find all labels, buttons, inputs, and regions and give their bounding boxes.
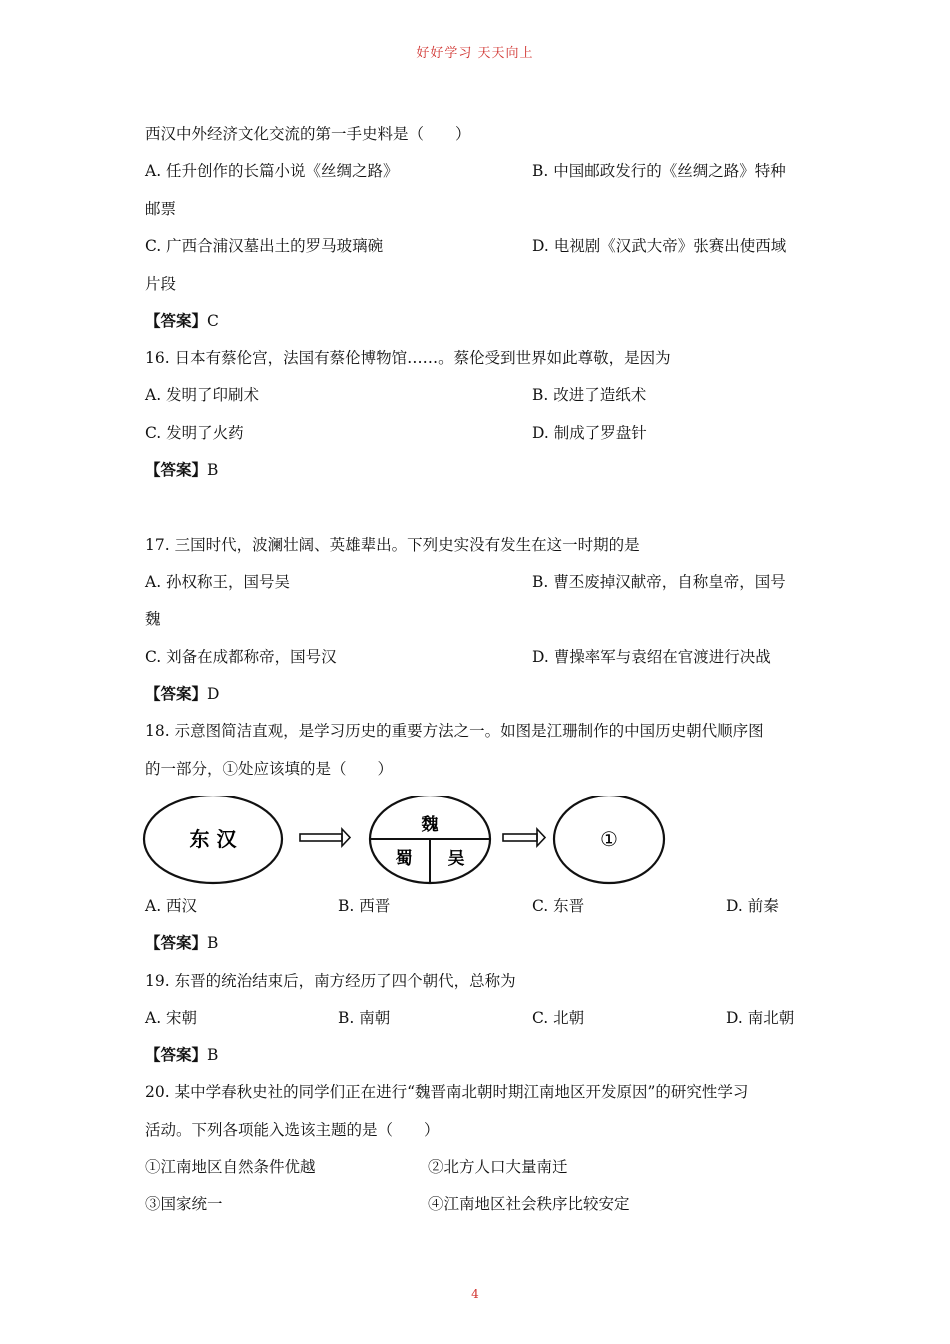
- q18-option-a: A. 西汉: [145, 897, 198, 915]
- q19-answer: [145, 1045, 218, 1065]
- q19-option-a: A. 宋朝: [145, 1009, 198, 1027]
- q20-item-4: ④江南地区社会秩序比较安定: [428, 1195, 630, 1213]
- q19-stem: 19. 东晋的统治结束后，南方经历了四个朝代，总称为: [145, 972, 516, 990]
- q16-answer: [145, 460, 218, 480]
- q15-option-a: A. 任升创作的长篇小说《丝绸之路》: [145, 162, 399, 180]
- dynasty-sequence-diagram: [140, 796, 670, 888]
- q17-option-a: A. 孙权称王，国号吴: [145, 573, 291, 591]
- arrow-icon: [503, 829, 545, 846]
- label-wu: 吴: [447, 849, 465, 869]
- q20-item-1: ①江南地区自然条件优越: [145, 1158, 316, 1176]
- q15-option-d-cont: 片段: [145, 275, 177, 293]
- answer-value: B: [207, 1046, 219, 1064]
- q20-item-2: ②北方人口大量南迁: [428, 1158, 568, 1176]
- q17-option-c: C. 刘备在成都称帝，国号汉: [145, 648, 337, 666]
- answer-tag: 【答案】: [145, 460, 208, 479]
- answer-tag: 【答案】: [145, 933, 208, 952]
- q20-stem-line1: 20. 某中学春秋史社的同学们正在进行“魏晋南北朝时期江南地区开发原因”的研究性学习: [145, 1083, 749, 1101]
- q17-stem: 17. 三国时代，波澜壮阔、英雄辈出。下列史实没有发生在这一时期的是: [145, 536, 640, 554]
- q19-option-c: C. 北朝: [532, 1009, 585, 1027]
- q18-option-b: B. 西晋: [338, 897, 391, 915]
- q18-stem-line1: 18. 示意图简洁直观，是学习历史的重要方法之一。如图是江珊制作的中国历史朝代顺序图: [145, 722, 764, 740]
- q15-option-b: B. 中国邮政发行的《丝绸之路》特种: [532, 162, 786, 180]
- q18-option-d: D. 前秦: [726, 897, 779, 915]
- answer-value: B: [207, 461, 219, 479]
- label-east-han: 东 汉: [189, 827, 237, 851]
- q18-option-c: C. 东晋: [532, 897, 585, 915]
- answer-value: B: [207, 934, 219, 952]
- page-header: 好好学习 天天向上: [416, 46, 534, 61]
- q20-item-3: ③国家统一: [145, 1195, 223, 1213]
- q17-option-b: B. 曹丕废掉汉献帝，自称皇帝，国号: [532, 573, 786, 591]
- label-wei: 魏: [421, 815, 439, 835]
- q20-stem-line2: 活动。下列各项能入选该主题的是（ ）: [145, 1121, 440, 1139]
- q16-option-c: C. 发明了火药: [145, 424, 244, 442]
- page-number: 4: [471, 1287, 479, 1301]
- q15-stem: 西汉中外经济文化交流的第一手史料是（ ）: [145, 125, 471, 143]
- q15-option-d: D. 电视剧《汉武大帝》张赛出使西域: [532, 237, 787, 255]
- q17-answer: [145, 684, 219, 704]
- answer-value: D: [207, 685, 220, 703]
- q15-option-b-cont: 邮票: [145, 200, 177, 218]
- label-shu: 蜀: [395, 849, 413, 869]
- q19-option-b: B. 南朝: [338, 1009, 391, 1027]
- q15-answer: [145, 311, 219, 331]
- q15-option-c: C. 广西合浦汉墓出土的罗马玻璃碗: [145, 237, 384, 255]
- answer-tag: 【答案】: [145, 311, 208, 330]
- q16-option-d: D. 制成了罗盘针: [532, 424, 647, 442]
- answer-value: C: [207, 312, 219, 330]
- q16-stem: 16. 日本有蔡伦宫，法国有蔡伦博物馆……。蔡伦受到世界如此尊敬，是因为: [145, 349, 671, 367]
- q16-option-b: B. 改进了造纸术: [532, 386, 647, 404]
- q17-option-b-cont: 魏: [145, 610, 161, 628]
- q16-option-a: A. 发明了印刷术: [145, 386, 260, 404]
- answer-tag: 【答案】: [145, 684, 208, 703]
- arrow-icon: [300, 829, 350, 846]
- q18-stem-line2: 的一部分，①处应该填的是（ ）: [145, 760, 394, 778]
- answer-tag: 【答案】: [145, 1045, 208, 1064]
- label-blank: ①: [600, 827, 618, 851]
- q17-option-d: D. 曹操率军与袁绍在官渡进行决战: [532, 648, 771, 666]
- q19-option-d: D. 南北朝: [726, 1009, 795, 1027]
- q18-answer: [145, 933, 218, 953]
